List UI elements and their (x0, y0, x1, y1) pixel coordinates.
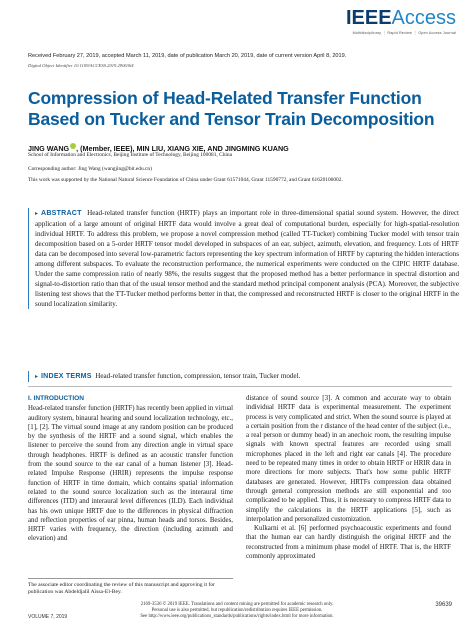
editor-footnote: The associate editor coordinating the review of this manuscript and approving it for publication was Abdeldjalil Aïssa-El-Bey. (28, 578, 233, 596)
received-dates: Received February 27, 2019, accepted March 11, 2019, date of publication March 20, 2019, date of current version April 8, 2019. (28, 53, 347, 59)
logo-tagline: Multidisciplinary ⋮ Rapid Review ⋮ Open Access Journal (352, 31, 456, 35)
abstract-text: Head-related transfer function (HRTF) plays an important role in three-dimensional spatial sound system. However, the direct application of a large amount of original HRTF data would involve a great deal of computational burden, especially for high-spatial-resolution individual HRTF. To address this problem, we propose a novel compression method (called TT-Tucker) combining Tucker model with tensor train decomposition based on a 5-order HRTF tensor model developed in subspaces of an ear, subject, azimuth, elevation, and frequency. Lots of HRTF data can be decomposed into several low-parametric factors representing the key spectrum information of HRTF by capturing the hidden interactions among different subspaces. To evaluate the reconstruction performance, the numerical experiments were conducted on the CIPIC HRTF database. Under the same compression ratio of nearly 98%, the results suggest that the proposed method has a better performance in spectral distortion and signal-to-distortion ratio than that of the usual tensor method and the standard method principal component analysis (PCA). Moreover, the subjective listening test shows that the TT-Tucker method performs better in that, the compressed and reconstructed HRTF is closer to the original HRTF in the sound localization similarity. (35, 209, 459, 308)
intro-paragraph-1-cont: distance of sound source [3]. A common and accurate way to obtain individual HRTF data is experimental measurement. The experiment process is very complicated and strict. When the sound source is played at a certain position from the r distance of the head center of the subject (i.e., a real person or dummy head) in an anechoic room, the resulting impulse signals with known spectral features are recorded using small microphones placed in the left and right ear canals [4]. The procedure need to be repeated many times in order to obtain HRTF or HRIR data in more directions for more subjects. That's how some public HRTF databases are generated. However, HRTFs compression data obtained through general compression methods are still exponential and too complicated to be applied. Thus, it is necessary to compress HRTF data to simplify the calculations in the HRTF applications [5], such as interpolation and personalized customization. (246, 395, 451, 523)
volume-label: VOLUME 7, 2019 (28, 614, 68, 620)
intro-paragraph-1: Head-related transfer function (HRTF) has recently been applied in virtual auditory system, binaural hearing and sound localization technology, etc., [1], [2]. The virtual sound image at any random position can be produced by the synthesis of the HRTF and a sound signal, which enables the listener to perceive the sound from any direction angle in virtual space through headphones. HRTF is defined as an acoustic transfer function from the sound source to the ear canal of a human listener [3]. Head-related Impulse Response (HRIR) represents the impulse response function of HRTF in time domain, which contains spatial information related to the sound source localization such as the interaural time differences (ITD) and interaural level differences (ILD). Each individual has his own unique HRTF due to the differences in physical diffraction and reflection properties of ear pinna, human heads and torsos. Besides, HRTF varies with frequency, the direction (including azimuth and elevation) and (28, 405, 233, 543)
abstract-section (28, 208, 459, 309)
copyright-footer (0, 602, 474, 621)
section-divider (28, 386, 452, 387)
page-number: 39639 (435, 602, 452, 608)
index-terms-text: Head-related transfer function, compression, tensor train, Tucker model. (95, 372, 301, 380)
index-terms-label: INDEX TERMS (41, 372, 92, 380)
logo-access-text: Access (391, 7, 456, 29)
triangle-bullet-icon: ▸ (35, 210, 39, 217)
intro-paragraph-2: Kulkarni et al. [6] performed psychoacoustic experiments and found that the human ear can hardly distinguish the original HRTF and the reconstructed from a minimum phase model of HRTF. That is, the HRTF commonly approximated (246, 525, 451, 561)
intro-heading: I. INTRODUCTION (28, 395, 85, 402)
triangle-bullet-icon: ▸ (35, 373, 39, 380)
copyright-line-2: Personal use is also permitted, but republication/redistribution requires IEEE permission. (151, 608, 323, 614)
copyright-line-1: 2169-3536 © 2019 IEEE. Translations and content mining are permitted for academic research only. (140, 602, 334, 607)
abstract-label: ABSTRACT (41, 209, 82, 217)
logo-ieee-text: IEEE (345, 7, 392, 29)
ieee-access-logo (346, 8, 456, 35)
doi-line: Digital Object Identifier 10.1109/ACCESS.2019.2906364 (28, 63, 134, 68)
funding-statement: This work was supported by the National Natural Science Foundation of China under Grant 61571044, Grant 11590772, and Grant 61620106002. (28, 177, 343, 183)
paper-title: Compression of Head-Related Transfer Function Based on Tucker and Tensor Train Decomposition (28, 88, 435, 129)
right-column (246, 394, 451, 561)
affiliation: School of Information and Electronics, Beijing Institute of Technology, Beijing 100081, China (28, 152, 232, 158)
copyright-line-3: See http://www.ieee.org/publications_standards/publications/rights/index.html for more information. (140, 614, 334, 620)
first-author: JING WANG (28, 144, 70, 153)
left-column (28, 394, 233, 544)
other-authors: , (Member, IEEE), MIN LIU, XIANG XIE, AND JINGMING KUANG (76, 144, 289, 153)
corresponding-author: Corresponding author: Jing Wang (wangjing@bit.edu.cn) (28, 166, 152, 172)
index-terms-section (28, 371, 459, 382)
